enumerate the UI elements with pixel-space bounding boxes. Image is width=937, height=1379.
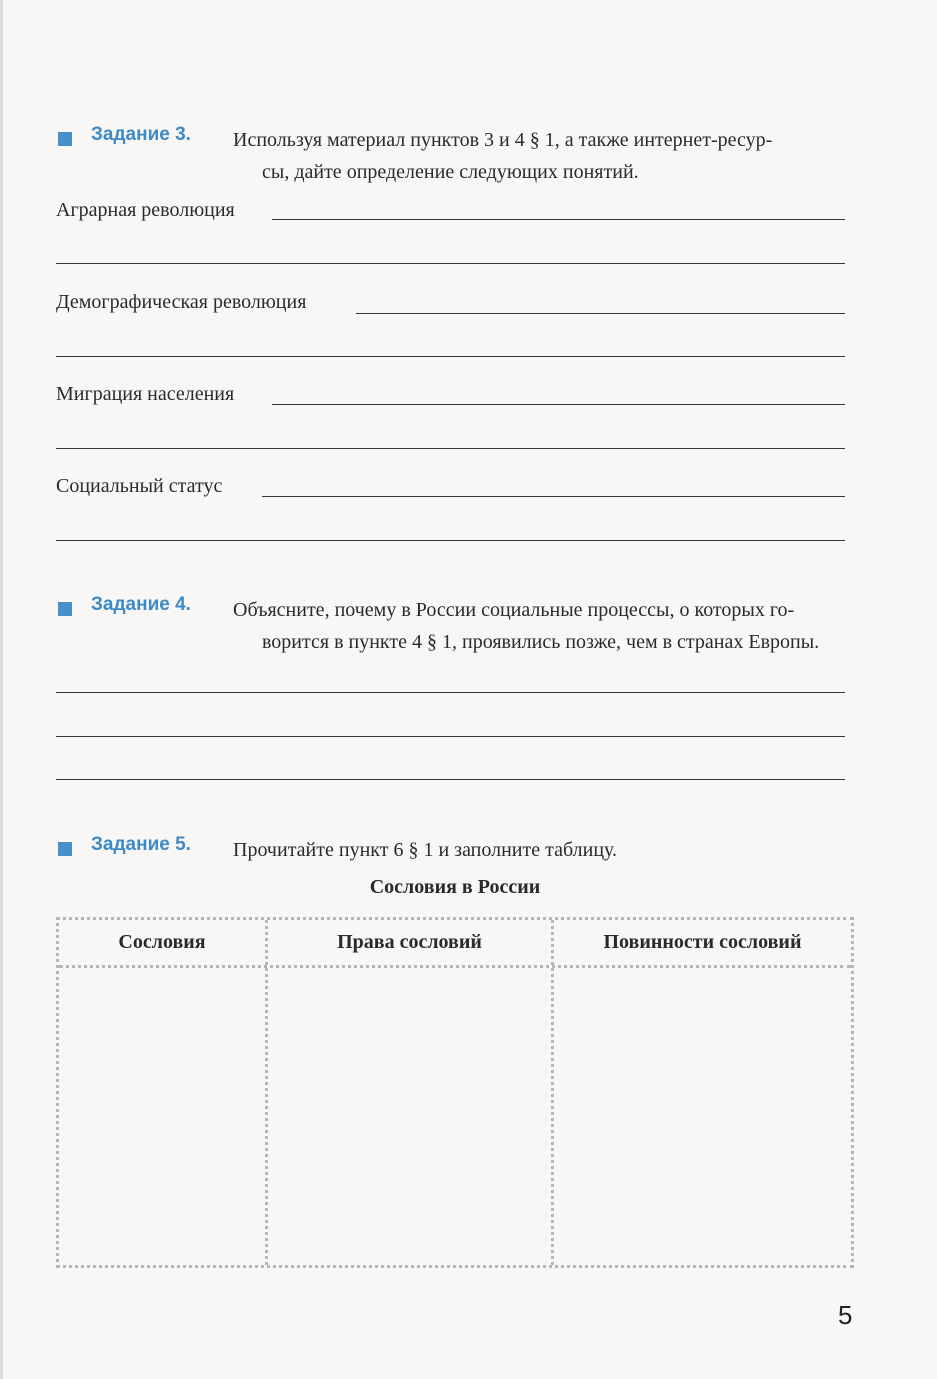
table-header-rights: Права сословий <box>337 931 482 953</box>
table-column-divider <box>551 920 554 1265</box>
table-title: Сословия в России <box>369 876 541 898</box>
answer-line[interactable] <box>56 448 845 449</box>
answer-line[interactable] <box>272 219 845 220</box>
answer-line[interactable] <box>272 404 845 405</box>
table-cell-estates[interactable] <box>62 971 262 1262</box>
task-5-label: Задание 5. <box>91 834 191 855</box>
table-header-estates: Сословия <box>118 931 206 953</box>
answer-line[interactable] <box>56 736 845 737</box>
page-edge <box>0 0 3 1379</box>
answer-line[interactable] <box>56 779 845 780</box>
square-bullet-icon <box>58 842 72 856</box>
term-social-status: Социальный статус <box>56 475 223 497</box>
table-cell-duties[interactable] <box>557 971 847 1262</box>
answer-line[interactable] <box>56 692 845 693</box>
table-header-duties: Повинности сословий <box>603 931 802 953</box>
task-4-text-line-1: Объясните, почему в России социальные процессы, о которых го- <box>233 599 795 621</box>
estates-table <box>56 917 854 1268</box>
answer-line[interactable] <box>262 496 845 497</box>
square-bullet-icon <box>58 602 72 616</box>
task-4-text-line-2: ворится в пункте 4 § 1, проявились позже, чем в странах Европы. <box>262 631 820 653</box>
task-3-text <box>233 124 858 188</box>
term-population-migration: Миграция населения <box>56 383 235 405</box>
answer-line[interactable] <box>356 313 845 314</box>
term-demographic-revolution: Демографическая революция <box>56 291 307 313</box>
task-3-label: Задание 3. <box>91 124 191 145</box>
table-cell-rights[interactable] <box>271 971 548 1262</box>
page-number: 5 <box>838 1300 853 1330</box>
term-agrarian-revolution: Аграрная революция <box>56 199 235 221</box>
task-4-text <box>233 594 858 658</box>
table-column-divider <box>265 920 268 1265</box>
task-5-text: Прочитайте пункт 6 § 1 и заполните таблицу. <box>233 839 618 861</box>
table-header-divider <box>59 965 851 968</box>
task-3-text-line-2: сы, дайте определение следующих понятий. <box>262 161 639 183</box>
square-bullet-icon <box>58 132 72 146</box>
answer-line[interactable] <box>56 263 845 264</box>
task-3-text-line-1: Используя материал пунктов 3 и 4 § 1, а также интернет-ресур- <box>233 129 773 151</box>
task-4-label: Задание 4. <box>91 594 191 615</box>
answer-line[interactable] <box>56 356 845 357</box>
answer-line[interactable] <box>56 540 845 541</box>
